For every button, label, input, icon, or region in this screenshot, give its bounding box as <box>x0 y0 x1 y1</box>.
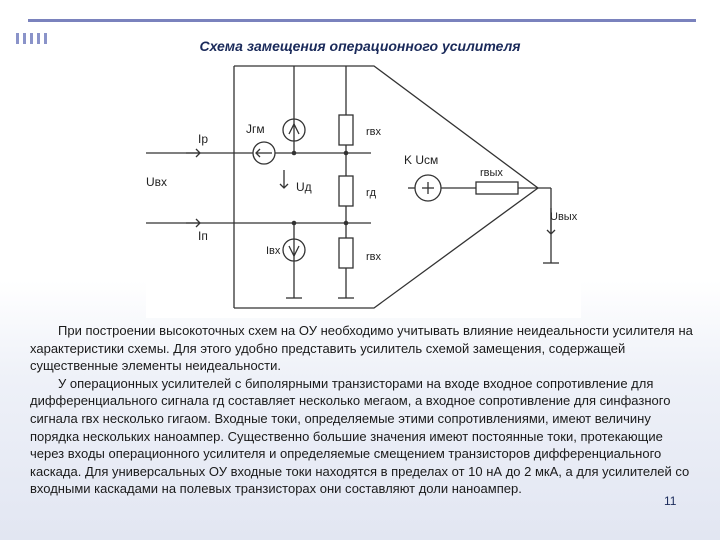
resistor-rvyx <box>476 182 518 194</box>
label-in: Iп <box>198 229 208 243</box>
label-ip: Iр <box>198 132 209 146</box>
paragraph-2: У операционных усилителей с биполярными транзисторами на входе входное сопротивление для дифференциального сигнала rд составляет несколько мегаом, а входное сопротивление для синфазного сигнала rвх несколько гигаом. Входные токи, определяемые этими сопротивлениями, имеют величину порядка нескольких наноампер. Существенно большие значения имеют постоянные токи, протекающие через входы операционного усилителя и определяемые смещением транзисторов дифференциального каскада. Для универсальных ОУ входные токи находятся в пределах от 10 нА до 2 мкА, а для усилителей со входными каскадами на полевых транзисторах они составляют доли наноампер. <box>30 375 690 497</box>
resistor-rvx-top <box>339 115 353 145</box>
label-rvx-top: rвх <box>366 126 382 138</box>
page-number: 11 <box>664 494 677 508</box>
label-ud: Uд <box>296 180 312 194</box>
label-ivx: Iвх <box>266 245 281 257</box>
top-rule <box>28 19 696 22</box>
paragraph-1: При построении высокоточных схем на ОУ необходимо учитывать влияние неидеальности усилителя на характеристики схемы. Для этого удобно представить усилитель схемой замещения, содержащей существенные элементы неидеальности. <box>30 323 693 374</box>
circuit-svg <box>146 58 581 318</box>
label-rd: rд <box>366 187 377 199</box>
equivalent-circuit-diagram <box>146 58 581 318</box>
resistor-rd <box>339 176 353 206</box>
label-uvx: Uвх <box>146 175 168 189</box>
body-text <box>30 322 700 498</box>
resistor-rvx-bottom <box>339 238 353 268</box>
label-uvyx: Uвых <box>550 211 578 223</box>
label-jgm: Jгм <box>246 122 265 136</box>
label-rvx-bottom: rвх <box>366 251 382 263</box>
label-rvyx: rвых <box>480 167 503 179</box>
slide-title: Схема замещения операционного усилителя <box>199 38 521 54</box>
label-kusm: K Uсм <box>404 153 439 167</box>
